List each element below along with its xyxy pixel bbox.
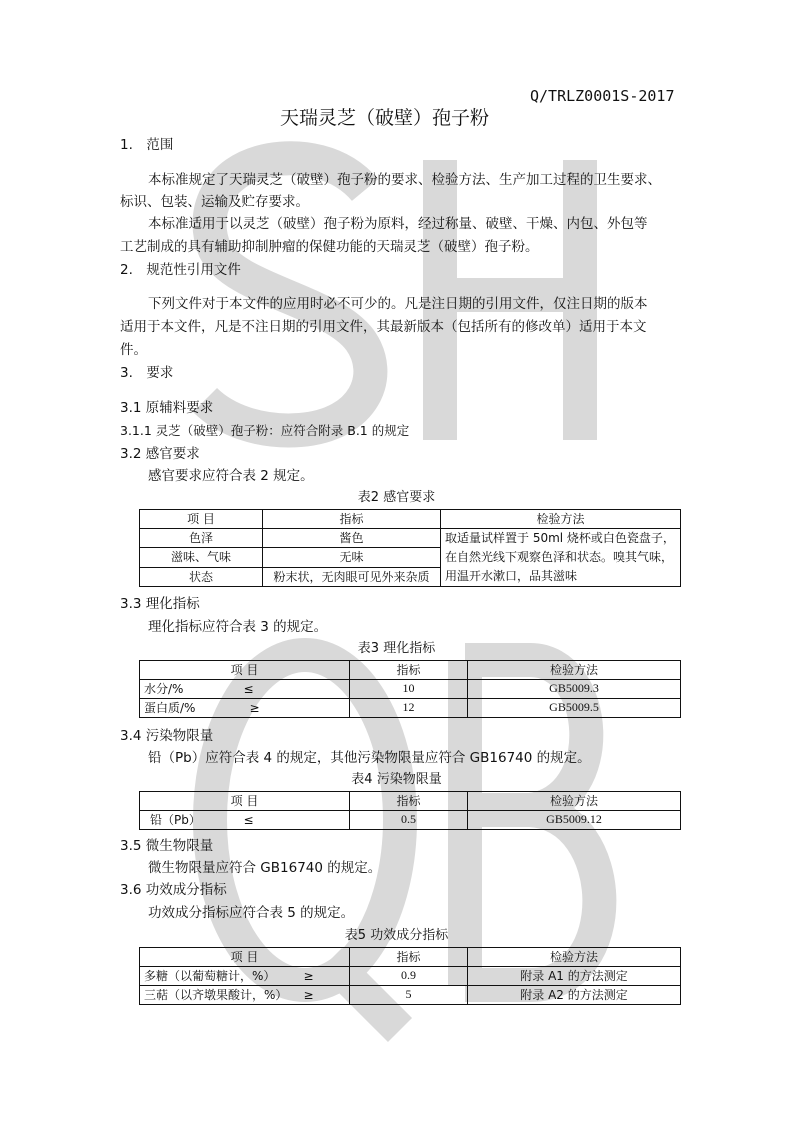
- header-cell: 指标: [350, 948, 468, 967]
- heading-3-6: 3.6 功效成分指标: [120, 882, 227, 898]
- paragraph: 理化指标应符合表 3 的规定。: [148, 619, 328, 635]
- heading-3-4: 3.4 污染物限量: [120, 728, 214, 744]
- heading-scope: 1. 范围: [120, 137, 174, 153]
- table-functional: [139, 947, 681, 1005]
- cell: 12: [350, 699, 468, 718]
- cell: GB5009.5: [468, 699, 681, 718]
- cell: 附录 A2 的方法测定: [468, 986, 681, 1005]
- paragraph: 工艺制成的具有辅助抑制肿瘤的保健功能的天瑞灵芝（破壁）孢子粉。: [120, 239, 539, 255]
- heading-3-1-1: 3.1.1 灵芝（破壁）孢子粉：应符合附录 B.1 的规定: [120, 423, 410, 438]
- header-cell: 指标: [350, 661, 468, 680]
- cell: 滋味、气味: [140, 548, 263, 567]
- heading-references: 2. 规范性引用文件: [120, 262, 241, 278]
- cell: 0.5: [350, 811, 468, 830]
- cell: GB5009.3: [468, 680, 681, 699]
- header-cell: 项 目: [140, 661, 350, 680]
- heading-3-5: 3.5 微生物限量: [120, 838, 214, 854]
- header-cell: 项 目: [140, 948, 350, 967]
- table-sensory: [139, 509, 681, 587]
- header-cell: 检验方法: [441, 510, 681, 529]
- cell: 无味: [263, 548, 441, 567]
- paragraph: 铅（Pb）应符合表 4 的规定，其他污染物限量应符合 GB16740 的规定。: [148, 750, 591, 766]
- cell: 蛋白质/%: [140, 699, 240, 718]
- paragraph: 本标准规定了天瑞灵芝（破壁）孢子粉的要求、检验方法、生产加工过程的卫生要求、: [148, 172, 661, 188]
- cell: 三萜（以齐墩果酸计，%）: [140, 986, 300, 1005]
- method-line: 用温开水漱口，品其滋味: [445, 569, 578, 583]
- cell: 水分/%: [140, 680, 240, 699]
- cell: 色泽: [140, 529, 263, 548]
- cell: ≤: [240, 811, 350, 830]
- heading-requirements: 3. 要求: [120, 365, 174, 381]
- cell: ≥: [300, 986, 350, 1005]
- header-cell: 项 目: [140, 510, 263, 529]
- header-cell: 指标: [350, 792, 468, 811]
- cell: 粉末状，无肉眼可见外来杂质: [263, 567, 441, 586]
- cell: ≥: [300, 967, 350, 986]
- table-contaminants: [139, 791, 681, 830]
- cell: 5: [350, 986, 468, 1005]
- cell: 状态: [140, 567, 263, 586]
- paragraph: 件。: [120, 342, 147, 358]
- method-cell: [441, 529, 681, 587]
- table3-caption: 表3 理化指标: [357, 641, 436, 656]
- cell: GB5009.12: [468, 811, 681, 830]
- header-cell: 检验方法: [468, 661, 681, 680]
- header-cell: 指标: [263, 510, 441, 529]
- cell: 酱色: [263, 529, 441, 548]
- header-cell: 检验方法: [468, 948, 681, 967]
- heading-3-1: 3.1 原辅料要求: [120, 400, 214, 416]
- table4-caption: 表4 污染物限量: [351, 772, 442, 787]
- cell: 铅（Pb）: [140, 811, 240, 830]
- cell: 10: [350, 680, 468, 699]
- header-cell: 项 目: [140, 792, 350, 811]
- table2-caption: 表2 感官要求: [357, 490, 436, 505]
- paragraph: 下列文件对于本文件的应用时必不可少的。凡是注日期的引用文件，仅注日期的版本: [148, 296, 648, 312]
- cell: 0.9: [350, 967, 468, 986]
- heading-3-3: 3.3 理化指标: [120, 596, 200, 612]
- cell: ≥: [240, 699, 350, 718]
- method-line: 取适量试样置于 50ml 烧杯或白色瓷盘子，: [445, 531, 675, 545]
- header-cell: 检验方法: [468, 792, 681, 811]
- paragraph: 标识、包装、运输及贮存要求。: [120, 194, 309, 210]
- page-title: 天瑞灵芝（破壁）孢子粉: [280, 107, 490, 129]
- standard-code: Q/TRLZ0001S-2017: [530, 87, 675, 105]
- cell: 多糖（以葡萄糖计，%）: [140, 967, 300, 986]
- method-line: 在自然光线下观察色泽和状态。嗅其气味，: [445, 550, 674, 564]
- paragraph: 微生物限量应符合 GB16740 的规定。: [148, 860, 382, 876]
- paragraph: 功效成分指标应符合表 5 的规定。: [148, 905, 355, 921]
- paragraph: 适用于本文件，凡是不注日期的引用文件，其最新版本（包括所有的修改单）适用于本文: [120, 319, 647, 335]
- cell: ≤: [240, 680, 350, 699]
- paragraph: 感官要求应符合表 2 规定。: [148, 468, 314, 484]
- table5-caption: 表5 功效成分指标: [344, 928, 449, 943]
- heading-3-2: 3.2 感官要求: [120, 446, 200, 462]
- paragraph: 本标准适用于以灵芝（破壁）孢子粉为原料，经过称量、破壁、干燥、内包、外包等: [148, 216, 648, 232]
- table-physicochemical: [139, 660, 681, 718]
- cell: 附录 A1 的方法测定: [468, 967, 681, 986]
